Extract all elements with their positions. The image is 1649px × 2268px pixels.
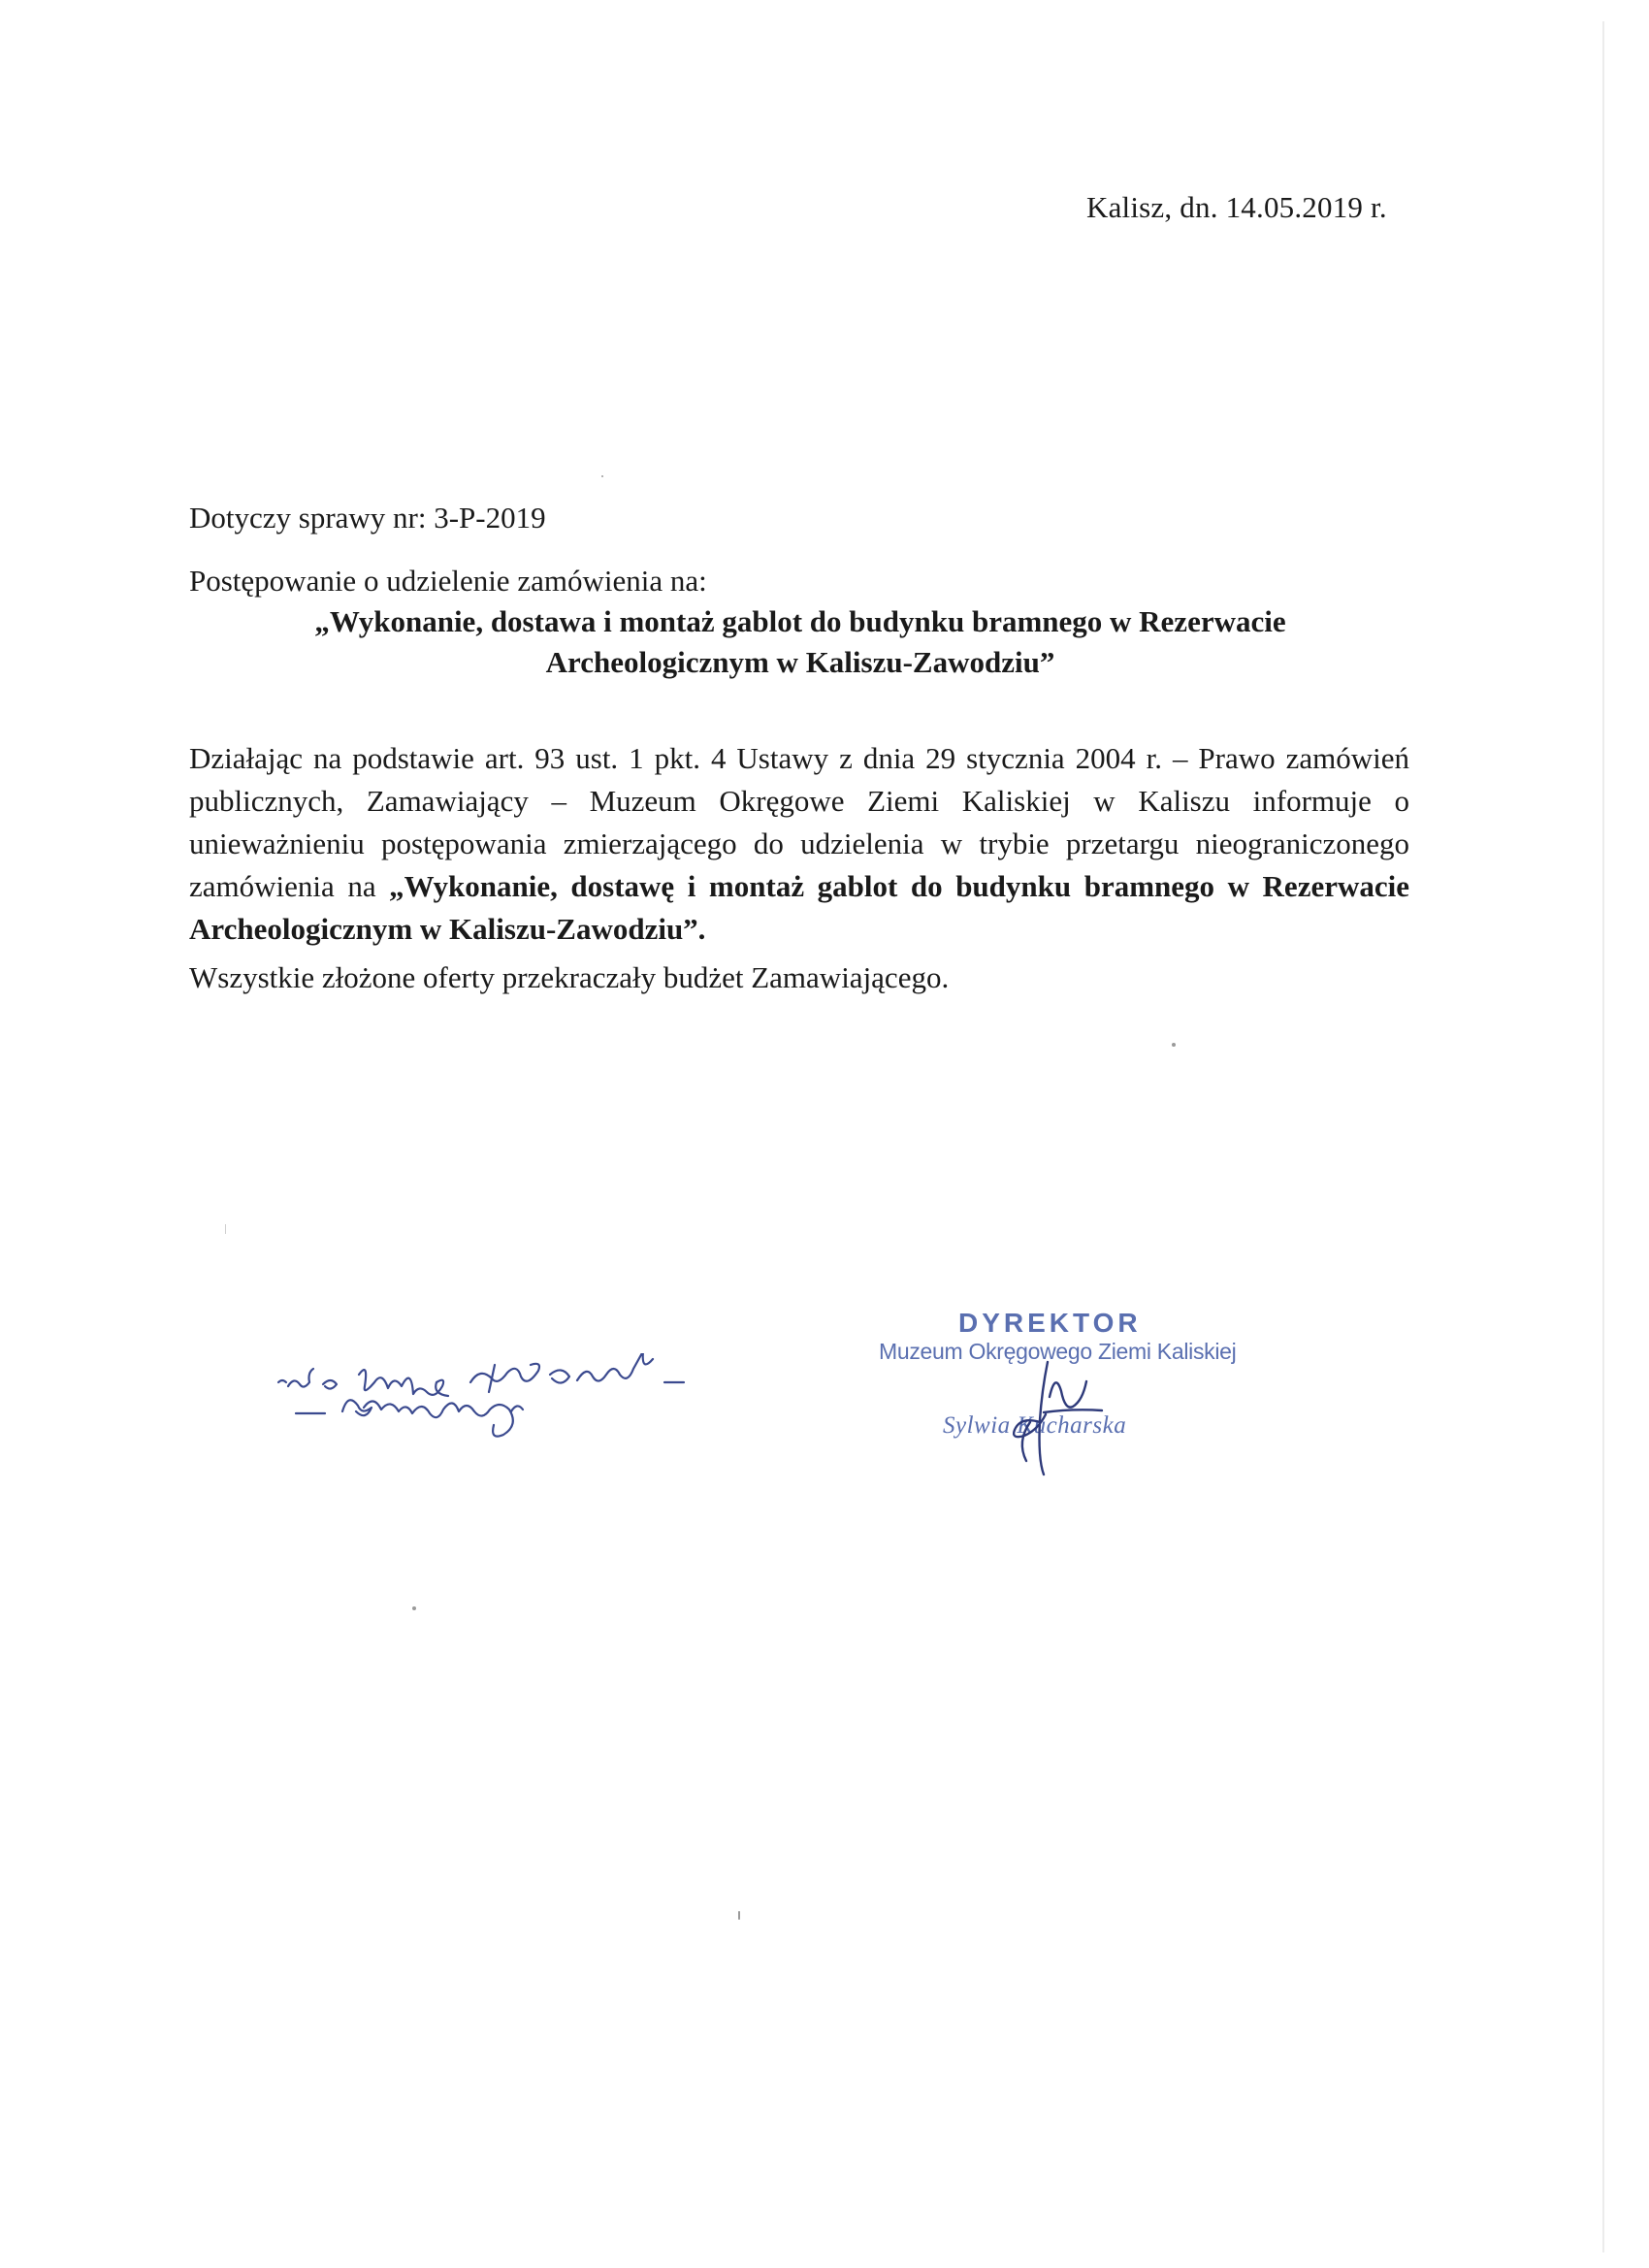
body-paragraph — [189, 737, 1409, 951]
procurement-title-line-2: Archeologicznym w Kaliszu-Zawodziu” — [545, 645, 1055, 679]
scan-speck — [412, 1606, 416, 1610]
procurement-title — [189, 601, 1411, 683]
scan-speck — [738, 1911, 740, 1920]
procedure-intro: Postępowanie o udzielenie zamówienia na: — [189, 564, 707, 598]
scan-speck — [225, 1224, 226, 1234]
case-number: Dotyczy sprawy nr: 3-P-2019 — [189, 501, 546, 535]
handwritten-note-signature — [267, 1353, 771, 1479]
director-signature — [980, 1354, 1145, 1480]
scan-speck — [601, 475, 603, 477]
closing-statement: Wszystkie złożone oferty przekraczały budżet Zamawiającego. — [189, 960, 950, 994]
body-paragraph-text: Działając na podstawie art. 93 ust. 1 pkt. 4 Ustawy z dnia 29 stycznia 2004 r. – Prawo zamówień publicznych, Zamawiający – Muzeum Okręgowe Ziemi Kaliskiej w Kaliszu informuje o unieważnieniu postępowania zmierzającego do udzielenia w trybie przetargu nieograniczonego zamówienia na — [189, 741, 1409, 903]
body-paragraph-bold: „Wykonanie, dostawę i montaż gablot do budynku bramnego w Rezerwacie Archeologicznym w Kaliszu-Zawodziu”. — [189, 869, 1409, 946]
stamp-organization: Muzeum Okręgowego Ziemi Kaliskiej — [879, 1339, 1237, 1364]
stamp-name: Sylwia Kucharska — [943, 1412, 1127, 1439]
stamp-title: DYREKTOR — [958, 1308, 1142, 1338]
scan-edge — [1602, 21, 1604, 2252]
scan-speck — [1172, 1043, 1176, 1047]
place-date: Kalisz, dn. 14.05.2019 r. — [1086, 190, 1387, 224]
procurement-title-line-1: „Wykonanie, dostawa i montaż gablot do budynku bramnego w Rezerwacie — [314, 604, 1286, 638]
